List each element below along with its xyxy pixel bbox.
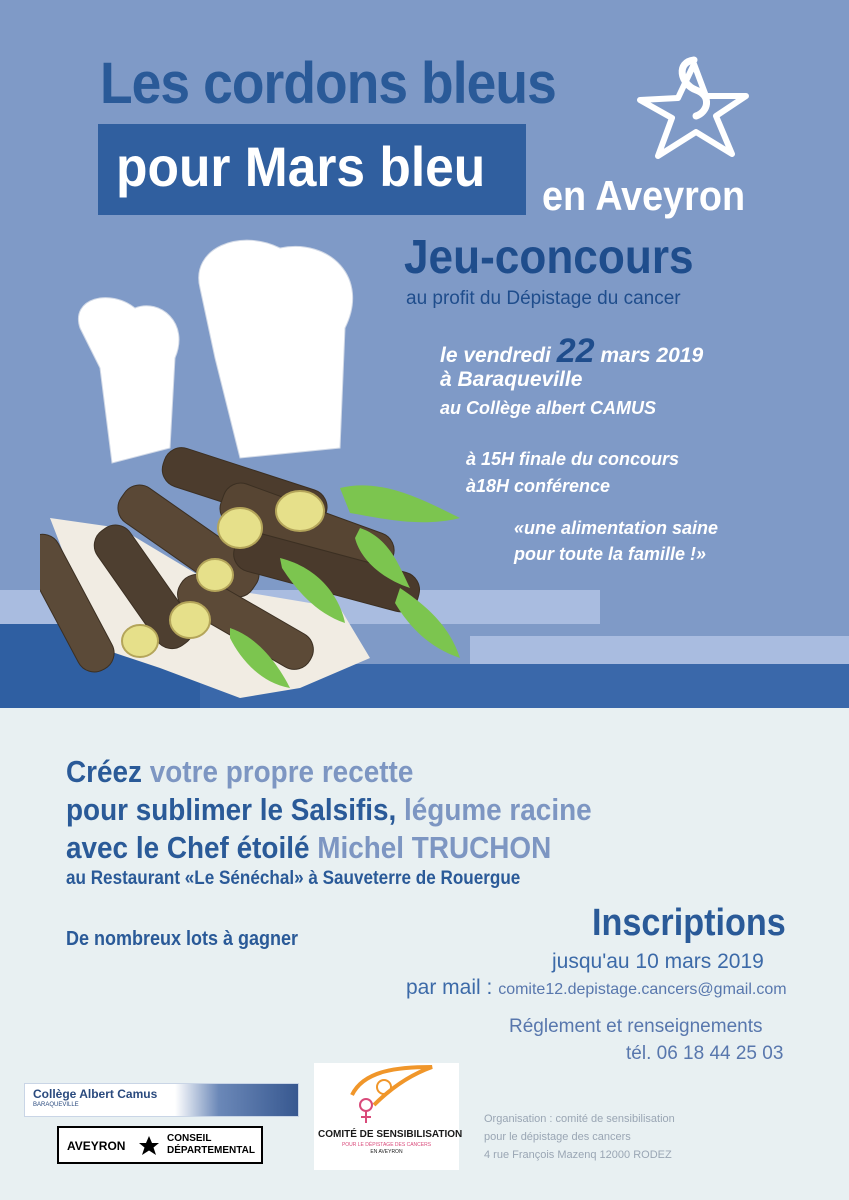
event-place: à Baraqueville <box>440 368 583 391</box>
event-time-final: à 15H finale du concours <box>466 449 680 469</box>
event-quote-line-2: pour toute la famille !» <box>514 544 707 564</box>
body-line-1 <box>66 754 413 790</box>
college-logo <box>24 1083 299 1117</box>
college-building-image <box>175 1084 299 1117</box>
aveyron-star-icon <box>137 1134 161 1158</box>
body-line-2-a: pour sublimer le Salsifis, <box>66 792 405 827</box>
inscriptions-info: Réglement et renseignements <box>509 1016 763 1037</box>
event-date <box>440 332 703 371</box>
mars-bleu-star-ribbon-icon <box>636 54 754 164</box>
title-line-2: pour Mars bleu <box>116 135 486 198</box>
inscriptions-title: Inscriptions <box>592 902 786 944</box>
comite-ribbon-icon <box>344 1065 434 1127</box>
title-line-1: Les cordons bleus <box>100 51 556 116</box>
body-line-3-a: avec le Chef étoilé <box>66 830 318 865</box>
organisation-line-1: Organisation : comité de sensibilisation <box>484 1113 675 1125</box>
event-time-conference: à18H conférence <box>466 476 611 496</box>
comite-line-3: EN AVEYRON <box>370 1149 403 1155</box>
salsify-and-chef-hats-illustration <box>40 228 500 698</box>
comite-line-2: POUR LE DÉPISTAGE DES CANCERS <box>341 1142 432 1148</box>
body-line-1-a: Créez <box>66 754 150 789</box>
organisation-line-3: 4 rue François Mazenq 12000 RODEZ <box>484 1149 672 1161</box>
conseil-departemental-text <box>167 1133 255 1157</box>
body-line-3-b: Michel TRUCHON <box>317 830 552 865</box>
body-line-1-b: votre propre recette <box>149 754 414 789</box>
title-line-3: en Aveyron <box>542 172 746 219</box>
mail-label: par mail : <box>406 976 499 999</box>
aveyron-logo-text: AVEYRON <box>67 1139 126 1153</box>
body-line-2 <box>66 792 592 828</box>
comite-logo <box>314 1063 463 1170</box>
kitchen-counter-top-right <box>470 636 849 664</box>
body-line-2-b: légume racine <box>404 792 592 827</box>
event-date-prefix: le vendredi <box>440 344 557 367</box>
mail-address-link[interactable]: comite12.depistage.cancers@gmail.com <box>498 981 787 998</box>
chef-hat-left-icon <box>78 298 179 463</box>
prizes-line: De nombreux lots à gagner <box>66 928 299 950</box>
conseil-line-1: CONSEIL <box>167 1133 212 1144</box>
college-logo-sub: BARAQUEVILLE <box>33 1102 79 1108</box>
chef-hat-right-icon <box>199 240 353 458</box>
event-venue: au Collège albert CAMUS <box>440 398 657 418</box>
event-quote-line-1: «une alimentation saine <box>514 518 719 538</box>
contest-subtitle: au profit du Dépistage du cancer <box>406 288 681 309</box>
comite-line-1: COMITÉ DE SENSIBILISATION <box>318 1129 463 1140</box>
aveyron-logo <box>57 1126 263 1164</box>
body-line-3 <box>66 830 551 866</box>
restaurant-line: au Restaurant «Le Sénéchal» à Sauveterre de Rouergue <box>66 868 521 889</box>
inscriptions-deadline: jusqu'au 10 mars 2019 <box>552 950 764 973</box>
event-date-day: 22 <box>556 332 595 370</box>
conseil-line-2: DÉPARTEMENTAL <box>167 1145 255 1156</box>
inscriptions-phone: tél. 06 18 44 25 03 <box>626 1043 784 1064</box>
event-date-suffix: mars 2019 <box>594 344 704 367</box>
contest-title: Jeu-concours <box>404 231 694 284</box>
organisation-line-2: pour le dépistage des cancers <box>484 1131 631 1143</box>
inscriptions-mail <box>406 976 787 1000</box>
college-logo-name: Collège Albert Camus <box>33 1087 158 1101</box>
